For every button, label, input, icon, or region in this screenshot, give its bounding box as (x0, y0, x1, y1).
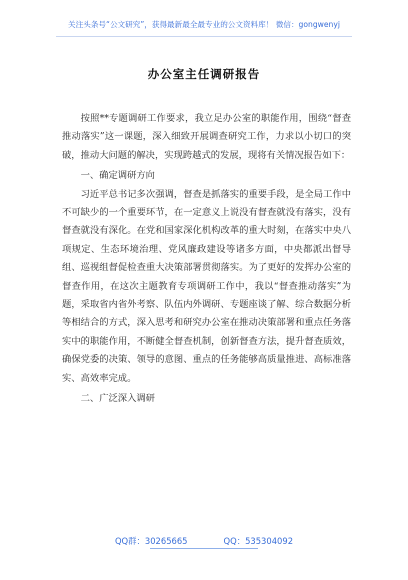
document-title: 办公室主任调研报告 (147, 67, 261, 81)
section-heading-1: 一、确定调研方向 (80, 170, 155, 182)
header-divider (56, 36, 352, 37)
header-banner: 关注头条号“公文研究”，获得最新最全最专业的公文资料库！ 微信：gongwenyj (68, 20, 340, 29)
footer-qq-group: QQ群：30265665 (114, 536, 188, 546)
intro-paragraph: 按照**专题调研工作要求，我立足办公室的职能作用，围绕“督查推动落实”这一课题，深入细致开展调查研究工作，力求以小切口的突破，推动大问题的解决，实现跨越式的发展，现将有关情况报告如下： (62, 113, 351, 161)
section-heading-2: 二、广泛深入调研 (80, 393, 155, 405)
section-1-paragraph: 习近平总书记多次强调，督查是抓落实的重要手段，是全局工作中不可缺少的一个重要环节，在一定意义上说没有督查就没有落实，没有督查就没有深化。在党和国家深化机构改革的重大时刻，在落实中央八项规定、生态环境治理、党风廉政建设等诸多方面，中央都派出督导组、巡视组督促检查重大决策部署贯彻落实。为了更好的发挥办公室的督查作用，在这次主题教育专项调研工作中，我以“督查推动落实”为题，采取省内省外考察、队伍内外调研、专题座谈了解、综合数据分析等相结合的方式，深入思考和研究办公室在推动决策部署和重点任务落实中的职能作用，不断健全督查机制，创新督查方法，提升督查质效，确保党委的决策、领导的意图、重点的任务能够高质量推进、高标准落实、高效率完成。 (62, 188, 351, 384)
document-body (62, 110, 351, 409)
footer-underline (150, 548, 258, 549)
footer-qq: QQ：535304092 (223, 536, 294, 546)
footer-contact (0, 535, 408, 547)
